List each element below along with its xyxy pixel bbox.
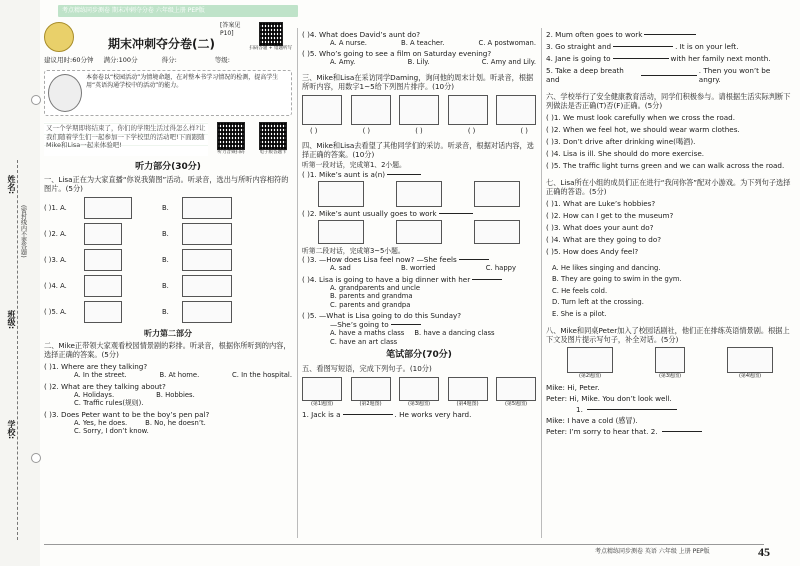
dialog-line: Mike: Hi, Peter.	[546, 382, 600, 392]
list-item	[44, 299, 292, 325]
answer-blank[interactable]	[641, 75, 697, 76]
answer-blank[interactable]	[662, 431, 702, 432]
footer-rule	[44, 544, 764, 545]
list-item	[44, 221, 292, 247]
option-c: C. A postwoman.	[478, 39, 536, 47]
option-c: C. parents and grandpa	[330, 300, 411, 309]
class-field-label: 班级:	[7, 310, 16, 330]
question-text: . He works very hard.	[394, 409, 472, 419]
answer-blank[interactable]	[613, 46, 673, 47]
option-a: A. Holidays.	[74, 390, 115, 399]
option-c: C. Traffic rules(规则).	[74, 399, 144, 408]
blank-number: 1.	[576, 404, 583, 414]
picture-4	[448, 377, 488, 401]
option-b: B. Hobbies.	[156, 390, 195, 399]
s1-items	[44, 195, 292, 325]
question-text: —She’s going to	[330, 320, 389, 330]
s4-q2	[302, 209, 536, 218]
s4-q2-pictures	[302, 220, 536, 244]
s2-title: 二、Mike正带领大家观看校园情景剧的彩排。听录音，根据你所听到的内容，选择正确的答案。(5分)	[44, 341, 291, 360]
answer-blank[interactable]	[387, 174, 421, 175]
s5-q3	[546, 42, 794, 51]
footer-text: 考点精练同步测卷 英语 六年级 上册 PEP版	[595, 548, 710, 555]
guitar-picture	[84, 301, 122, 323]
s2-q3-options	[44, 419, 292, 427]
s2-q2: ( )2. What are they talking about?	[44, 381, 166, 391]
option-b: B.	[162, 308, 169, 316]
list-item: ( )2. How can I get to the museum?	[546, 211, 674, 220]
option-b: B. worried	[401, 264, 436, 273]
ship-picture	[84, 197, 132, 219]
option-b: B. have a dancing class	[414, 329, 495, 338]
car-picture	[182, 197, 232, 219]
worker-picture	[396, 181, 442, 207]
intro-box: 本套卷以“校园活动”为情境命题，在对整本书学习情况的检测，提高学生用“英语沟通学校中的活动”的能力。	[86, 74, 279, 89]
dialog-blank-2	[546, 427, 794, 436]
s4-title: 四、Mike和Lisa去看望了其他同学们的采访。听录音，根据对话内容，选择正确的答案。(10分)	[302, 141, 534, 160]
option-c: C. have an art class	[330, 337, 398, 346]
option-b: B.	[162, 282, 169, 290]
question-text: 4. Jane is going to	[546, 54, 611, 63]
answer-blank[interactable]	[459, 259, 489, 260]
answer-blank[interactable]	[644, 34, 696, 35]
column-1	[44, 22, 292, 436]
picture-caption: (第3题图)	[658, 373, 682, 380]
answer-card-qr-caption: 电子版答题卡	[259, 150, 287, 156]
binding-hole	[31, 453, 41, 463]
option-b: B. No, he doesn’t.	[145, 418, 206, 427]
s2-q1: ( )1. Where are they talking?	[44, 362, 148, 372]
s4-q3-options	[302, 264, 536, 272]
kite-picture	[84, 223, 122, 245]
option-c: C. Amy and Lily.	[481, 58, 536, 67]
s4-q4	[302, 275, 536, 284]
name-field-label: 姓名:	[7, 175, 16, 195]
picture-caption: (第1题图)	[310, 400, 334, 407]
question-text: ( )2. Mike’s aunt usually goes to work	[302, 208, 437, 218]
s2-q4: ( )4. What does David’s aunt do?	[302, 30, 421, 39]
s4-q5b	[302, 320, 536, 329]
list-item: ( )3. Don’t drive after drinking wine(喝酒).	[546, 137, 696, 146]
s7-questions	[546, 199, 794, 256]
answer-blank[interactable]	[343, 414, 393, 415]
option-b: B.	[162, 204, 169, 212]
picture-caption: (第2题图)	[359, 400, 382, 407]
list-item: ( )4. What are they going to do?	[546, 235, 662, 244]
option-a: A. have a maths class	[330, 329, 405, 338]
teacher-picture	[318, 181, 364, 207]
s3-pictures	[302, 95, 536, 125]
column-2	[302, 30, 536, 419]
picture-1	[302, 377, 342, 401]
option-c: C. happy	[485, 264, 516, 273]
got-label: 得分:	[161, 56, 177, 65]
answer-option: C. He feels cold.	[552, 286, 608, 295]
picture-2	[351, 95, 391, 125]
list-item: ( )1. We must look carefully when we cross the road.	[546, 113, 735, 122]
question-text: . Then you won’t be angry.	[698, 66, 771, 84]
s1-title: 一、Lisa正在为大家直播“你说我猜图”活动。听录音，选出与所听内容相符的图片。(5分)	[44, 175, 289, 194]
cinema-picture	[182, 223, 232, 245]
list-item: ( )1. What are Luke’s hobbies?	[546, 199, 656, 208]
s7-answers	[546, 264, 794, 318]
s2-q5: ( )5. Who’s going to see a film on Saturday evening?	[302, 49, 492, 59]
answer-blank[interactable]	[613, 58, 669, 59]
story-text: 又一个学期即将结束了，你们的学期生活过得怎么样?让我们随着学生们一起参加一下学校里的活动吧!下面跟随Mike和Lisa一起来体验吧!	[44, 122, 208, 156]
s8-title: 八、Mike和同桌Peter加入了校园话剧社，他们正在排练英语情景剧。根据上下文及图片提示写句子，补全对话。(5分)	[546, 326, 790, 345]
question-text: ( )1. Mike’s aunt is a(n)	[302, 169, 386, 179]
s3-title: 三、Mike和Lisa在采访同学Daming，询问他的周末计划。听录音，根据所听内容，用数字1~5给下列图片排序。(10分)	[302, 72, 534, 91]
seal-warning: (密封线内不要答题)	[19, 205, 27, 258]
item-number: ( )1. A.	[44, 204, 67, 212]
exam-title: 期末冲刺夺分卷(二)	[108, 37, 215, 52]
written-header: 笔试部分(70分)	[386, 350, 452, 361]
school-field-label: 学校:	[7, 420, 16, 440]
list-item: ( )5. The traffic light turns green and we can walk across the road.	[546, 161, 785, 170]
s6-items	[546, 113, 794, 170]
question-text: 3. Go straight and	[546, 42, 612, 51]
answer-ref: [答案见P10]	[220, 22, 241, 37]
item-number: ( )2. A.	[44, 230, 67, 238]
binding-hole	[31, 95, 41, 105]
plane-picture	[182, 301, 232, 323]
column-divider	[297, 28, 298, 538]
option-a: A. Amy.	[330, 58, 356, 67]
question-text: ( )4. Lisa is going to have a big dinner with her	[302, 274, 471, 284]
answer-bracket[interactable]: ( )	[310, 126, 318, 135]
question-text: with her family next month.	[670, 54, 771, 63]
picture-3	[399, 377, 439, 401]
item-number: ( )3. A.	[44, 256, 67, 264]
picture-2	[567, 347, 613, 373]
picture-caption: (第4题图)	[738, 373, 762, 380]
dialog-line: Peter: I’m sorry to hear that. 2.	[546, 426, 658, 436]
teacher-avatar	[48, 74, 82, 112]
listening-header: 听力部分(30分)	[135, 162, 201, 172]
picture-caption: (第3题图)	[407, 400, 431, 407]
answer-bracket[interactable]: ( )	[520, 126, 528, 135]
option-a: A. A nurse.	[330, 39, 367, 47]
option-c: C. In the hospital.	[232, 371, 292, 380]
house-picture	[84, 275, 122, 297]
picture-5	[496, 95, 536, 125]
item-number: ( )4. A.	[44, 282, 67, 290]
s5-q4	[546, 54, 794, 63]
answer-option: A. He likes singing and dancing.	[552, 264, 661, 272]
s6-title: 六、学校举行了安全健康教育活动，同学们积极参与。请根据生活实际判断下列做法是否正确(T)否(F)正确。(5分)	[546, 92, 791, 110]
foot-picture	[396, 220, 442, 244]
binding-margin	[0, 0, 40, 566]
answer-bracket[interactable]: ( )	[467, 126, 476, 135]
list-item: ( )2. When we feel hot, we should wear warm clothes.	[546, 125, 740, 134]
audio-qr-icon[interactable]	[217, 122, 245, 150]
picture-1	[302, 95, 342, 125]
list-item	[44, 247, 292, 273]
s2-q2-options	[44, 391, 292, 399]
option-b: B.	[162, 256, 169, 264]
audio-qr-caption: 听力音频扫码	[217, 150, 245, 156]
s2-q3: ( )3. Does Peter want to be the boy’s pen pal?	[44, 409, 210, 419]
picture-2	[351, 377, 391, 401]
answer-bracket[interactable]: ( )	[415, 126, 423, 135]
question-text: 5. Take a deep breath and	[546, 66, 624, 84]
qr-caption: 扫码答题 + 错题听写	[249, 46, 292, 52]
qr-code-icon[interactable]	[259, 22, 283, 46]
option-a: A. grandparents and uncle	[330, 283, 421, 292]
option-b: B. parents and grandma	[330, 292, 413, 301]
picture-caption: (第5题图)	[504, 400, 528, 407]
answer-blank[interactable]	[587, 409, 677, 410]
s2-q5-options	[302, 58, 536, 66]
s8-pictures	[546, 347, 794, 379]
s4-part1: 听第一段对话，完成第1、2小题。	[302, 161, 406, 170]
picture-5	[496, 377, 536, 401]
s3-answer-brackets	[302, 127, 536, 135]
time-label: 建议用时:60分钟	[44, 56, 94, 65]
exam-meta	[44, 56, 292, 64]
level-label: 等级:	[214, 56, 230, 65]
seal-line	[17, 160, 18, 540]
picture-3	[399, 95, 439, 125]
picture-caption: (第2题图)	[578, 373, 602, 380]
answer-card-qr-icon[interactable]	[259, 122, 287, 150]
answer-option: B. They are going to swim in the gym.	[552, 275, 682, 284]
dialog-line: Peter: Hi, Mike. You don’t look well.	[546, 393, 672, 403]
answer-option: E. She is a pilot.	[552, 309, 607, 318]
option-a: A. Yes, he does.	[74, 418, 128, 427]
s2-q4-options	[302, 39, 536, 47]
doctor-picture	[474, 181, 520, 207]
car-picture	[318, 220, 364, 244]
dialog-blank-1	[546, 405, 794, 414]
s7-title: 七、Lisa所在小组的成员们正在进行“我问你答”配对小游戏。为下列句子选择正确的答语。(5分)	[546, 178, 791, 196]
s2-q1-options	[44, 371, 292, 379]
badge-icon	[44, 22, 74, 52]
page-number: 45	[758, 545, 770, 559]
option-b: B.	[162, 230, 169, 238]
option-b: B. A teacher.	[401, 39, 445, 47]
list-item	[44, 195, 292, 221]
s4-q1	[302, 170, 536, 179]
bike-picture	[474, 220, 520, 244]
answer-bracket[interactable]: ( )	[362, 126, 371, 135]
picture-3	[655, 347, 685, 373]
series-banner: 考点精练同步测卷 期末冲刺夺分卷 六年级上册 PEP版	[58, 5, 298, 17]
question-text: 1. Jack is a	[302, 409, 341, 419]
question-text: 2. Mum often goes to work	[546, 30, 643, 39]
picture-4	[448, 95, 488, 125]
s4-q3	[302, 255, 536, 264]
option-a: A. In the street.	[74, 371, 127, 380]
answer-option: D. Turn left at the crossing.	[552, 298, 644, 307]
column-3	[546, 30, 794, 436]
answer-blank[interactable]	[439, 213, 473, 214]
list-item: ( )3. What does your aunt do?	[546, 223, 654, 232]
s4-q1-pictures	[302, 181, 536, 207]
question-text: . It is on your left.	[675, 42, 739, 51]
option-c: C. Sorry, I don’t know.	[74, 427, 149, 436]
question-text: ( )3. —How does Lisa feel now? —She feels	[302, 255, 457, 265]
option-b: B. At home.	[159, 371, 200, 380]
picture-4	[727, 347, 773, 373]
speaking-picture	[84, 249, 122, 271]
s4-q5: ( )5. —What is Lisa going to do this Sunday?	[302, 311, 462, 321]
item-number: ( )5. A.	[44, 308, 67, 316]
list-item: ( )5. How does Andy feel?	[546, 247, 639, 256]
s5-q5	[546, 66, 794, 84]
answer-blank[interactable]	[391, 324, 421, 325]
list-item	[44, 273, 292, 299]
option-b: B. Lily.	[407, 58, 430, 67]
option-a: A. sad	[330, 264, 351, 273]
list-item: ( )4. Lisa is ill. She should do more exercise.	[546, 149, 705, 158]
traffic-picture	[182, 249, 232, 271]
answer-blank[interactable]	[472, 279, 502, 280]
s5-title: 五、看图写短语，完成下列句子。(10分)	[302, 363, 432, 373]
s5-q2	[546, 30, 794, 39]
s4-part2: 听第二段对话，完成第3~5小题。	[302, 246, 405, 255]
score-label: 满分:100分	[103, 56, 138, 65]
dialog-line: Mike: I have a cold (感冒).	[546, 415, 638, 425]
s5-q1	[302, 410, 536, 419]
s5-pictures	[302, 377, 536, 407]
picture-caption: (第4题图)	[456, 400, 479, 407]
listening-section-2-label: 听力第二部分	[144, 329, 192, 339]
s4-q5-options	[302, 329, 536, 337]
column-divider	[541, 28, 542, 538]
library-picture	[182, 275, 232, 297]
